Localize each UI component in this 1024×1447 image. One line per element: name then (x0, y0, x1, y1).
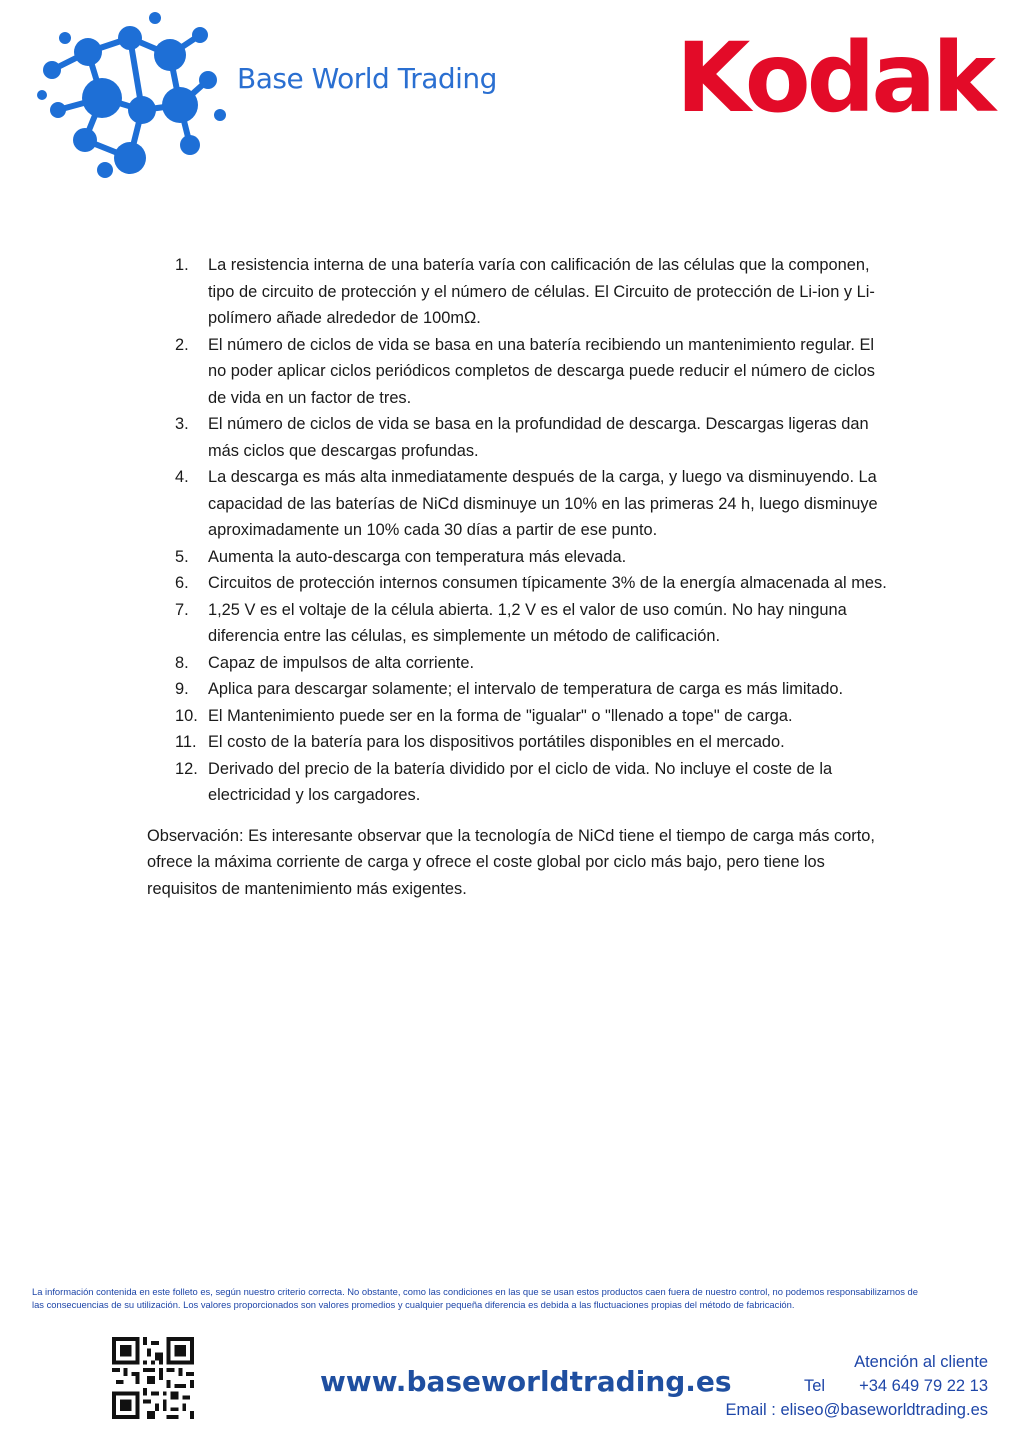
item-text: La descarga es más alta inmediatamente después de la carga, y luego va disminuyendo. La capacidad de las baterías de NiCd disminuye un 10% en las primeras 24 h, luego disminuye aproximadamente un 10% cada 30 días a partir de ese punto. (208, 468, 878, 539)
item-text: La resistencia interna de una batería varía con calificación de las células que la componen, tipo de circuito de protección y el número de células. El Circuito de protección de Li-ion y Li-polímero añade alrededor de 100mΩ. (208, 256, 875, 327)
list-item (147, 411, 887, 464)
qr-code-icon[interactable] (112, 1337, 194, 1419)
kodak-logo: Kodak (676, 22, 992, 134)
item-text: El número de ciclos de vida se basa en una batería recibiendo un mantenimiento regular. El no poder aplicar ciclos periódicos completos de descarga puede reducir el número de ciclos de vida en un factor de tres. (208, 335, 875, 407)
disclaimer-line: La información contenida en este folleto es, según nuestro criterio correcta. No obstante, como las condiciones en las que se usan estos productos caen fuera de nuestro control, no podemos responsabilizarnos de (32, 1286, 918, 1297)
item-text: Aumenta la auto-descarga con temperatura más elevada. (208, 547, 627, 566)
base-world-trading-logo (30, 10, 510, 190)
list-item (147, 252, 887, 332)
item-text: El costo de la batería para los dispositivos portátiles disponibles en el mercado. (208, 733, 785, 751)
item-number: 7. (175, 600, 189, 619)
item-number: 6. (175, 574, 189, 592)
website-link[interactable]: www.baseworldtrading.es (320, 1365, 732, 1398)
item-number: 11. (175, 733, 197, 751)
notes-section (147, 252, 887, 918)
list-item (147, 676, 887, 703)
item-number: 10. (175, 706, 198, 725)
item-number: 4. (175, 468, 189, 486)
list-item (147, 464, 887, 544)
item-number: 9. (175, 680, 189, 698)
item-text: Aplica para descargar solamente; el intervalo de temperatura de carga es más limitado. (208, 680, 844, 698)
disclaimer (32, 1285, 1017, 1311)
item-number: 2. (175, 335, 189, 354)
contact-title: Atención al cliente (854, 1353, 988, 1371)
item-number: 5. (175, 547, 189, 566)
list-item (147, 703, 887, 730)
contact-block (725, 1350, 988, 1422)
list-item (147, 650, 887, 677)
contact-email[interactable]: Email : eliseo@baseworldtrading.es (725, 1401, 988, 1419)
item-number: 1. (175, 256, 189, 274)
molecule-network-icon (30, 10, 240, 190)
item-text: 1,25 V es el voltaje de la célula abierta. 1,2 V es el valor de uso común. No hay ninguna diferencia entre las células, es simplemente un método de calificación. (208, 600, 847, 645)
list-item (147, 729, 887, 756)
item-number: 8. (175, 653, 189, 672)
item-text: El Mantenimiento puede ser en la forma de "igualar" o "llenado a tope" de carga. (208, 706, 793, 725)
list-item (147, 597, 887, 650)
tel-label: Tel (803, 1377, 826, 1395)
contact-phone (725, 1374, 988, 1398)
item-number: 12. (175, 759, 198, 778)
item-text: Capaz de impulsos de alta corriente. (208, 653, 475, 672)
list-item (147, 756, 887, 809)
list-item (147, 570, 887, 597)
item-text: Circuitos de protección internos consumen típicamente 3% de la energía almacenada al mes. (208, 574, 887, 592)
observation-paragraph: Observación: Es interesante observar que la tecnología de NiCd tiene el tiempo de carga más corto, ofrece la máxima corriente de carga y ofrece el coste global por ciclo más bajo, pero tiene los requisitos de mantenimiento más exigentes. (147, 826, 875, 898)
list-item (147, 332, 887, 412)
disclaimer-line: las consecuencias de su utilización. Los valores proporcionados son valores promedios y cualquier pequeña diferencia es debida a las fluctuaciones propias del método de fabricación. (32, 1299, 795, 1310)
tel-value[interactable]: +34 649 79 22 13 (859, 1377, 988, 1395)
brand-name: Base World Trading (237, 62, 497, 95)
notes-list (147, 252, 887, 809)
list-item (147, 544, 887, 571)
item-text: El número de ciclos de vida se basa en la profundidad de descarga. Descargas ligeras dan más ciclos que descargas profundas. (208, 415, 869, 460)
item-number: 3. (175, 415, 189, 433)
item-text: Derivado del precio de la batería dividido por el ciclo de vida. No incluye el coste de la electricidad y los cargadores. (208, 759, 833, 804)
